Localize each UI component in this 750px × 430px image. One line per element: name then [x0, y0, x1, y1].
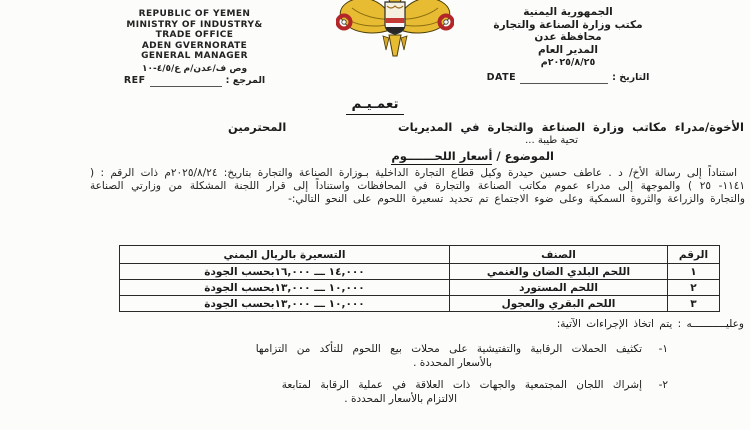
cell-item: اللحم المستورد: [450, 280, 668, 296]
letterhead-line: الجمهورية اليمنية: [523, 6, 613, 18]
table-row: [120, 280, 720, 296]
action-line: الالتزام بالأسعار المحددة .: [344, 392, 457, 405]
letterhead-line: مكتب وزارة الصناعة والتجارة: [493, 18, 643, 31]
letterhead-line: ADEN GVERNORATE: [141, 40, 248, 51]
date-line: [478, 72, 658, 85]
ref-label-ar: المرجع :: [225, 75, 266, 86]
body-paragraph: استناداً إلى رسالة الأخ/ د . عاطف حسين حيدرة وكيل قطاع التجارة الداخلية بـوزارة الصناعة والتجارة بتاريخ: ٢٠٢٥/٨/٢٤م ذات الرقم : ( ١١٤١- ٢٥ ) والموجهة إلى مدراء عموم مكاتب الصناعة والتجارة في المحافظات واستناداً إلى قرار اللجنة المشكلة من وزارتي الصناعة والتجارة والزراعة والثروة السمكية وعلى ضوء الاجتماع تم تحديد تسعيرة اللحوم على النحو التالي:-: [90, 167, 745, 205]
letterhead-english: [92, 9, 297, 87]
subject-line: [391, 149, 554, 163]
cell-price: ١٠,٠٠٠ ـــ ١٣,٠٠٠بحسب الجودة: [120, 296, 450, 312]
col-header-price: التسعيرة بالريال اليمني: [120, 246, 450, 264]
table-row: [120, 296, 720, 312]
subject-value: أسعار اللحـــــــوم: [391, 149, 493, 163]
action-line: تكثيف الحملات الرقابية والتفتيشية على محلات بيع اللحوم للتأكد من التزامها: [255, 343, 642, 355]
actions-intro: وعليـــــــــــه : يتم اتخاذ الإجراءات الآتية:: [556, 318, 744, 330]
meat-price-table: [119, 245, 720, 312]
col-header-item: الصنف: [450, 246, 668, 264]
action-number: ١-: [658, 343, 668, 355]
date-label-ar: التاريخ :: [612, 71, 650, 83]
letterhead-line: MINISTRY OF INDUSTRY&: [126, 19, 263, 30]
letterhead-line: GENERAL MANAGER: [141, 51, 248, 61]
honorific: المحترمين: [228, 120, 287, 134]
table-header-row: [120, 246, 720, 264]
table-row: [120, 264, 720, 280]
eagle-emblem-icon: [336, 0, 454, 64]
circular-title-row: [0, 93, 750, 112]
letterhead-arabic: [478, 6, 658, 84]
reference-code: وص ف/عدن/م ع/٤/٥-١٠: [141, 63, 248, 74]
action-text: [88, 343, 642, 370]
greeting: تحية طيبة ...: [525, 135, 578, 146]
col-header-number: الرقم: [668, 246, 720, 264]
letterhead-line: المدير العام: [538, 43, 598, 56]
yemen-coat-of-arms: [336, 0, 454, 68]
ref-label-en: REF: [123, 75, 146, 86]
actions-list: [88, 343, 668, 415]
ref-blank-line: [150, 79, 222, 87]
cell-number: ٣: [668, 296, 720, 312]
issue-date: ٢٠٢٥/٨/٢٥م: [540, 57, 596, 68]
circular-title: تعمـيـم: [346, 96, 403, 115]
letterhead-line: REPUBLIC OF YEMEN: [138, 9, 251, 19]
action-line: بالأسعار المحددة .: [413, 356, 492, 369]
action-number: ٢-: [658, 379, 668, 391]
cell-number: ٢: [668, 280, 720, 296]
action-line: إشراك اللجان المجتمعية والجهات ذات العلاقة في عملية الرقابة لمتابعة: [281, 379, 642, 391]
cell-number: ١: [668, 264, 720, 280]
cell-item: اللحم البقري والعجول: [450, 296, 668, 312]
action-text: [88, 379, 642, 406]
letterhead-line: TRADE OFFICE: [155, 30, 234, 40]
date-blank-line: [520, 76, 608, 84]
addressee-text: الأخوة/مدراء مكاتب وزارة الصناعة والتجارة في المديريات: [398, 120, 744, 134]
cell-price: ١٠,٠٠٠ ـــ ١٣,٠٠٠بحسب الجودة: [120, 280, 450, 296]
action-item-1: [88, 343, 668, 370]
ref-line: [92, 76, 297, 87]
date-label-en: DATE: [486, 71, 517, 83]
cell-price: ١٤,٠٠٠ ـــ ١٦,٠٠٠بحسب الجودة: [120, 264, 450, 280]
addressee-row: [228, 120, 744, 134]
letterhead-line: محافظة عدن: [534, 31, 602, 43]
subject-prefix: الموضوع /: [492, 149, 554, 163]
cell-item: اللحم البلدي الضان والغنمي: [450, 264, 668, 280]
action-item-2: [88, 379, 668, 406]
